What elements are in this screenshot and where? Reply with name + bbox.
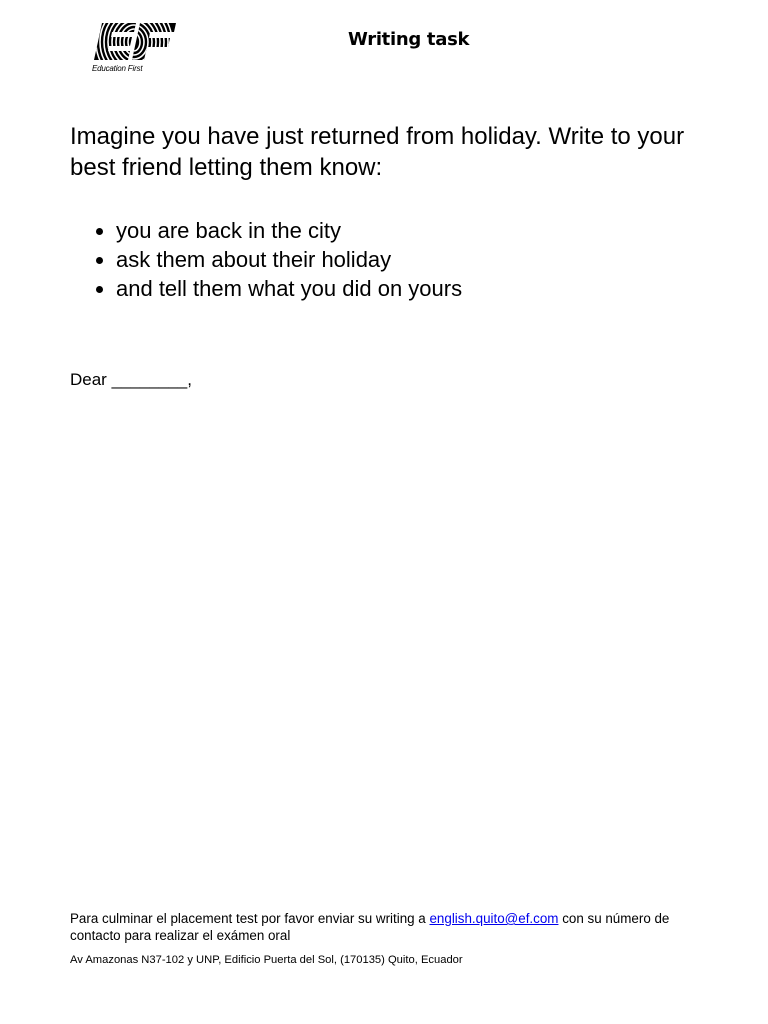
page-title: Writing task xyxy=(348,29,470,50)
footer-address: Av Amazonas N37-102 y UNP, Edificio Puerta del Sol, (170135) Quito, Ecuador xyxy=(70,954,463,966)
footer-note-before: Para culminar el placement test por favor enviar su writing a xyxy=(70,911,430,926)
task-prompt: Imagine you have just returned from holiday. Write to your best friend letting them know: xyxy=(70,123,685,181)
logo-subtitle: Education First xyxy=(92,64,143,73)
task-bullet-item: • ask them about their holiday xyxy=(116,245,462,274)
footer-note xyxy=(70,910,700,944)
task-bullet-item: • and tell them what you did on yours xyxy=(116,274,462,303)
task-bullet-list xyxy=(70,216,462,303)
ef-logo-icon xyxy=(92,20,178,64)
task-bullet-item: • you are back in the city xyxy=(116,216,462,245)
ef-logo xyxy=(92,20,178,78)
footer-note-after: con su número de contacto para realizar el exámen oral xyxy=(70,911,670,943)
email-link[interactable]: english.quito@ef.com xyxy=(429,911,559,926)
letter-greeting: Dear ________, xyxy=(70,370,192,389)
